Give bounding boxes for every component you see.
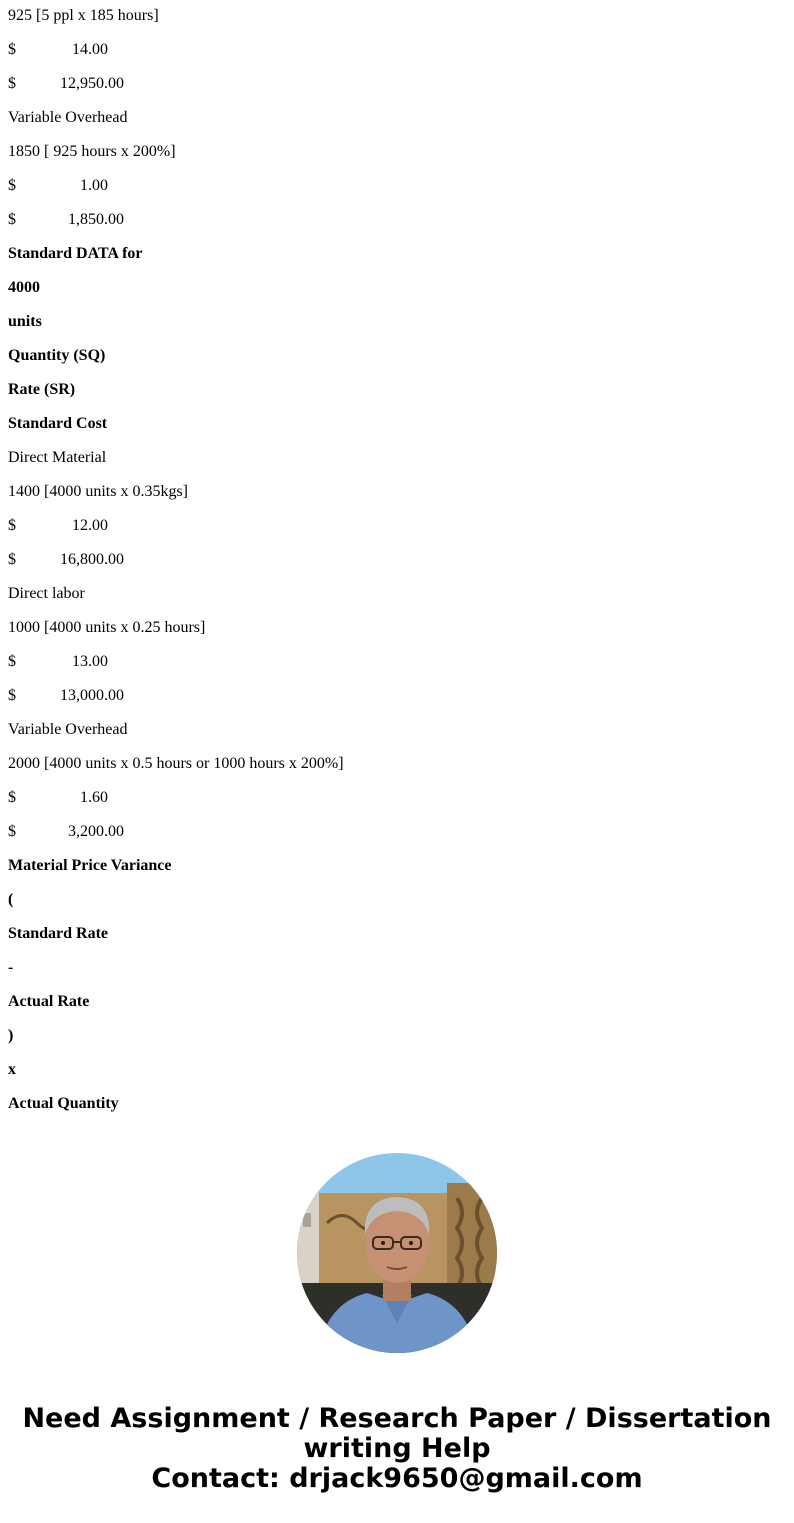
bold-text-line: ) — [8, 1027, 14, 1044]
bold-text-line: Standard Rate — [8, 925, 109, 942]
text-line: $ 12.00 — [8, 517, 108, 534]
cta-subheadline: writing Help — [303, 1433, 491, 1464]
text-line: $ 16,800.00 — [8, 551, 124, 568]
text-line: 925 [5 ppl x 185 hours] — [8, 7, 159, 24]
text-line: 2000 [4000 units x 0.5 hours or 1000 hours x 200%] — [8, 755, 344, 772]
text-line: Variable Overhead — [8, 721, 128, 738]
cta-headline: Need Assignment / Research Paper / Dissertation — [22, 1403, 772, 1434]
bold-text-line: Standard DATA for — [8, 245, 143, 262]
bold-text-line: Actual Quantity — [8, 1095, 119, 1112]
bold-text-line: Rate (SR) — [8, 381, 76, 398]
bold-text-line: Standard Cost — [8, 415, 108, 432]
text-line: Direct labor — [8, 585, 85, 602]
text-line: $ 1,850.00 — [8, 211, 124, 228]
bold-text-line: ( — [8, 891, 14, 908]
bold-text-line: x — [8, 1061, 16, 1078]
text-line: $ 13,000.00 — [8, 687, 124, 704]
text-line: 1850 [ 925 hours x 200%] — [8, 143, 176, 160]
bold-text-line: Quantity (SQ) — [8, 347, 106, 364]
person-portrait-icon — [297, 1153, 497, 1353]
text-line: 1400 [4000 units x 0.35kgs] — [8, 483, 188, 500]
text-line: 1000 [4000 units x 0.25 hours] — [8, 619, 206, 636]
text-line: $ 1.60 — [8, 789, 108, 806]
bold-text-line: Actual Rate — [8, 993, 90, 1010]
bold-text-line: - — [8, 959, 14, 976]
text-line: $ 14.00 — [8, 41, 108, 58]
contact-banner — [0, 1404, 794, 1494]
text-line: Direct Material — [8, 449, 107, 466]
bold-text-line: 4000 — [8, 279, 40, 296]
text-line: $ 3,200.00 — [8, 823, 124, 840]
cta-contact-email: Contact: drjack9650@gmail.com — [151, 1463, 643, 1494]
text-line: $ 13.00 — [8, 653, 108, 670]
bold-text-line: units — [8, 313, 42, 330]
text-line: Variable Overhead — [8, 109, 128, 126]
bold-text-line: Material Price Variance — [8, 857, 172, 874]
text-line: $ 1.00 — [8, 177, 108, 194]
author-photo — [297, 1153, 497, 1353]
text-line: $ 12,950.00 — [8, 75, 124, 92]
document-body — [8, 6, 768, 1128]
